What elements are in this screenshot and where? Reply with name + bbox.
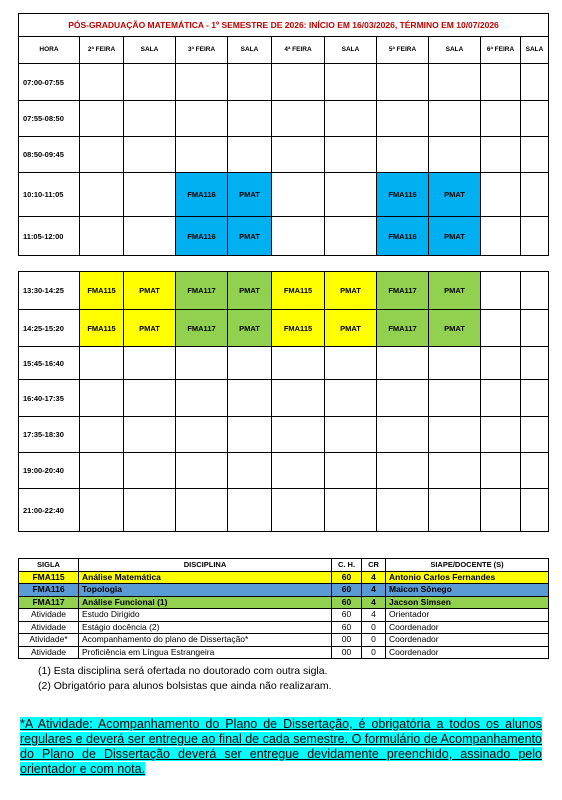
schedule-cell <box>124 380 176 417</box>
legend-row <box>19 584 549 597</box>
header-cell: SALA <box>228 37 272 64</box>
header-cell: 4ª FEIRA <box>272 37 325 64</box>
schedule-row <box>19 101 549 137</box>
schedule-row <box>19 64 549 101</box>
schedule-cell <box>377 417 429 453</box>
legend-sigla-cell: FMA116 <box>19 584 79 597</box>
header-cell: 5ª FEIRA <box>377 37 429 64</box>
legend-disciplina-cell: Estudo Dirigido <box>79 609 332 622</box>
time-slot-label: 15:45-16:40 <box>19 347 80 380</box>
schedule-cell <box>124 137 176 173</box>
time-slot-label: 19:00-20:40 <box>19 453 80 489</box>
schedule-cell <box>325 173 377 217</box>
legend-header-cell: CR <box>362 559 386 572</box>
schedule-cell: FMA117 <box>377 310 429 347</box>
legend-rows <box>19 571 549 659</box>
schedule-cell <box>481 64 521 101</box>
legend-disciplina-cell: Topologia <box>79 584 332 597</box>
legend-row <box>19 596 549 609</box>
schedule-cell <box>521 489 549 532</box>
schedule-cell <box>325 417 377 453</box>
schedule-cell <box>124 489 176 532</box>
schedule-cell <box>124 64 176 101</box>
legend-docente-cell: Jacson Simsen <box>386 596 549 609</box>
schedule-cell <box>521 101 549 137</box>
legend-sigla-cell: Atividade <box>19 621 79 634</box>
schedule-cell <box>124 417 176 453</box>
legend-header-cell: DISCIPLINA <box>79 559 332 572</box>
legend-cr-cell: 0 <box>362 646 386 659</box>
schedule-cell <box>325 347 377 380</box>
schedule-cell <box>521 417 549 453</box>
schedule-cell <box>521 310 549 347</box>
schedule-cell <box>429 347 481 380</box>
schedule-cell <box>176 64 228 101</box>
header-row <box>19 37 549 64</box>
schedule-cell <box>272 453 325 489</box>
schedule-cell <box>429 137 481 173</box>
legend-header-cell: SIAPE/DOCENTE (S) <box>386 559 549 572</box>
schedule-cell: FMA117 <box>176 272 228 310</box>
schedule-cell <box>521 217 549 256</box>
time-slot-label: 08:50-09:45 <box>19 137 80 173</box>
schedule-cell <box>272 217 325 256</box>
schedule-cell <box>80 453 124 489</box>
schedule-cell <box>272 380 325 417</box>
legend-docente-cell: Orientador <box>386 609 549 622</box>
schedule-cell <box>521 137 549 173</box>
atividade-note <box>20 717 542 777</box>
schedule-cell <box>325 453 377 489</box>
schedule-cell: PMAT <box>228 310 272 347</box>
schedule-cell <box>228 453 272 489</box>
atividade-note-text: *A Atividade: Acompanhamento do Plano de Dissertação, é obrigatória a todos os alunos regulares e deverá ser entregue ao final de cada semestre. O formulário de Acompanhamento do Plano de Dissertação deverá ser entregue devidamente preenchido, assinado pelo orientador e com nota. <box>20 717 542 776</box>
schedule-cell <box>481 380 521 417</box>
schedule-cell <box>80 217 124 256</box>
schedule-title: PÓS-GRADUAÇÃO MATEMÁTICA - 1º SEMESTRE DE 2026: INÍCIO EM 16/03/2026, TÉRMINO EM 10/07/2026 <box>19 14 549 37</box>
legend-table <box>18 558 549 659</box>
schedule-cell <box>377 347 429 380</box>
header-cell: SALA <box>124 37 176 64</box>
schedule-cell <box>176 347 228 380</box>
time-slot-label: 16:40-17:35 <box>19 380 80 417</box>
afternoon-rows <box>19 272 549 532</box>
schedule-cell <box>325 217 377 256</box>
header-cell: 3ª FEIRA <box>176 37 228 64</box>
schedule-cell <box>80 347 124 380</box>
schedule-cell: PMAT <box>429 310 481 347</box>
schedule-cell <box>325 380 377 417</box>
schedule-cell <box>481 137 521 173</box>
legend-docente-cell: Antonio Carlos Fernandes <box>386 571 549 584</box>
schedule-cell <box>80 417 124 453</box>
legend-sigla-cell: Atividade* <box>19 634 79 647</box>
schedule-cell <box>80 64 124 101</box>
schedule-table-morning <box>18 13 549 256</box>
schedule-cell: FMA117 <box>377 272 429 310</box>
schedule-cell <box>521 347 549 380</box>
schedule-cell: FMA115 <box>80 310 124 347</box>
legend-ch-cell: 60 <box>332 609 362 622</box>
schedule-cell <box>325 101 377 137</box>
schedule-cell <box>481 347 521 380</box>
schedule-row <box>19 347 549 380</box>
schedule-cell <box>429 380 481 417</box>
schedule-cell: PMAT <box>429 217 481 256</box>
schedule-cell <box>228 489 272 532</box>
header-cell: SALA <box>521 37 549 64</box>
schedule-cell: PMAT <box>228 173 272 217</box>
header-cell: SALA <box>429 37 481 64</box>
schedule-cell <box>272 489 325 532</box>
schedule-cell: PMAT <box>325 272 377 310</box>
legend-ch-cell: 60 <box>332 621 362 634</box>
schedule-cell <box>176 489 228 532</box>
schedule-cell <box>228 64 272 101</box>
schedule-cell <box>429 417 481 453</box>
schedule-cell <box>124 453 176 489</box>
schedule-cell <box>228 101 272 137</box>
legend-row <box>19 634 549 647</box>
schedule-cell <box>80 489 124 532</box>
schedule-cell <box>481 310 521 347</box>
legend-cr-cell: 4 <box>362 596 386 609</box>
legend-docente-cell: Maicon Sônego <box>386 584 549 597</box>
schedule-cell: FMA115 <box>272 310 325 347</box>
legend-cr-cell: 4 <box>362 584 386 597</box>
schedule-cell: FMA116 <box>176 217 228 256</box>
legend-ch-cell: 60 <box>332 571 362 584</box>
schedule-row <box>19 417 549 453</box>
schedule-cell <box>377 101 429 137</box>
schedule-cell <box>429 101 481 137</box>
schedule-cell <box>124 173 176 217</box>
schedule-cell: PMAT <box>124 310 176 347</box>
legend-cr-cell: 4 <box>362 609 386 622</box>
schedule-row <box>19 380 549 417</box>
time-slot-label: 14:25-15:20 <box>19 310 80 347</box>
schedule-cell <box>80 137 124 173</box>
legend-ch-cell: 00 <box>332 634 362 647</box>
schedule-cell <box>521 173 549 217</box>
time-slot-label: 07:00-07:55 <box>19 64 80 101</box>
schedule-cell <box>228 417 272 453</box>
legend-disciplina-cell: Acompanhamento do plano de Dissertação* <box>79 634 332 647</box>
schedule-cell <box>377 489 429 532</box>
legend-ch-cell: 60 <box>332 596 362 609</box>
morning-rows <box>19 64 549 256</box>
time-slot-label: 17:35-18:30 <box>19 417 80 453</box>
legend-sigla-cell: Atividade <box>19 609 79 622</box>
schedule-cell <box>481 101 521 137</box>
legend-ch-cell: 00 <box>332 646 362 659</box>
schedule-cell: FMA115 <box>272 272 325 310</box>
footnote-1: (1) Esta disciplina será ofertada no doutorado com outra sigla. <box>38 665 328 677</box>
header-cell: SALA <box>325 37 377 64</box>
legend-docente-cell: Coordenador <box>386 621 549 634</box>
schedule-row <box>19 217 549 256</box>
schedule-cell <box>124 101 176 137</box>
schedule-row <box>19 272 549 310</box>
schedule-cell <box>481 489 521 532</box>
header-cell: 6ª FEIRA <box>481 37 521 64</box>
schedule-cell <box>377 64 429 101</box>
legend-sigla-cell: Atividade <box>19 646 79 659</box>
legend-ch-cell: 60 <box>332 584 362 597</box>
legend-row <box>19 571 549 584</box>
schedule-cell: PMAT <box>228 272 272 310</box>
schedule-cell <box>176 417 228 453</box>
legend-header-cell: C. H. <box>332 559 362 572</box>
legend-header-row <box>19 559 549 572</box>
schedule-cell <box>272 417 325 453</box>
schedule-cell: PMAT <box>429 272 481 310</box>
schedule-cell <box>272 347 325 380</box>
schedule-cell <box>481 272 521 310</box>
time-slot-label: 11:05-12:00 <box>19 217 80 256</box>
schedule-cell <box>272 64 325 101</box>
time-slot-label: 21:00-22:40 <box>19 489 80 532</box>
schedule-cell: FMA116 <box>377 217 429 256</box>
time-slot-label: 13:30-14:25 <box>19 272 80 310</box>
schedule-row <box>19 453 549 489</box>
schedule-cell: PMAT <box>429 173 481 217</box>
legend-cr-cell: 0 <box>362 621 386 634</box>
legend-row <box>19 621 549 634</box>
schedule-cell <box>481 173 521 217</box>
time-slot-label: 10:10-11:05 <box>19 173 80 217</box>
legend-docente-cell: Coordenador <box>386 646 549 659</box>
schedule-cell <box>377 137 429 173</box>
legend-header-cell: SIGLA <box>19 559 79 572</box>
legend-cr-cell: 0 <box>362 634 386 647</box>
schedule-cell: FMA115 <box>80 272 124 310</box>
schedule-cell: PMAT <box>228 217 272 256</box>
schedule-cell <box>521 64 549 101</box>
schedule-cell: PMAT <box>124 272 176 310</box>
legend-sigla-cell: FMA117 <box>19 596 79 609</box>
schedule-cell: FMA116 <box>176 173 228 217</box>
schedule-cell <box>481 417 521 453</box>
schedule-cell <box>80 380 124 417</box>
legend-disciplina-cell: Estágio docência (2) <box>79 621 332 634</box>
footnotes <box>38 664 332 694</box>
schedule-cell: FMA116 <box>377 173 429 217</box>
legend-row <box>19 609 549 622</box>
schedule-cell <box>377 380 429 417</box>
schedule-row <box>19 310 549 347</box>
schedule-cell <box>272 137 325 173</box>
schedule-cell <box>325 489 377 532</box>
schedule-row <box>19 173 549 217</box>
schedule-cell <box>228 380 272 417</box>
legend-docente-cell: Coordenador <box>386 634 549 647</box>
schedule-cell <box>272 101 325 137</box>
schedule-cell <box>521 453 549 489</box>
schedule-cell <box>80 173 124 217</box>
schedule-cell <box>124 347 176 380</box>
header-cell: 2ª FEIRA <box>80 37 124 64</box>
legend-disciplina-cell: Análise Matemática <box>79 571 332 584</box>
schedule-cell <box>377 453 429 489</box>
schedule-cell <box>272 173 325 217</box>
schedule-cell <box>481 453 521 489</box>
legend-sigla-cell: FMA115 <box>19 571 79 584</box>
schedule-cell <box>176 380 228 417</box>
schedule-table-afternoon <box>18 271 549 532</box>
schedule-cell <box>429 489 481 532</box>
schedule-cell <box>521 380 549 417</box>
schedule-cell <box>429 64 481 101</box>
schedule-cell <box>124 217 176 256</box>
schedule-cell <box>325 64 377 101</box>
schedule-cell: FMA117 <box>176 310 228 347</box>
schedule-cell <box>429 453 481 489</box>
schedule-row <box>19 489 549 532</box>
schedule-cell <box>80 101 124 137</box>
schedule-cell <box>228 347 272 380</box>
legend-cr-cell: 4 <box>362 571 386 584</box>
legend-row <box>19 646 549 659</box>
schedule-row <box>19 137 549 173</box>
legend-disciplina-cell: Análise Funcional (1) <box>79 596 332 609</box>
legend-disciplina-cell: Proficiência em Língua Estrangeira <box>79 646 332 659</box>
schedule-cell <box>325 137 377 173</box>
schedule-cell <box>176 137 228 173</box>
schedule-cell <box>176 101 228 137</box>
time-slot-label: 07:55-08:50 <box>19 101 80 137</box>
schedule-cell <box>481 217 521 256</box>
footnote-2: (2) Obrigatório para alunos bolsistas que ainda não realizaram. <box>38 680 332 692</box>
schedule-cell <box>176 453 228 489</box>
schedule-cell <box>228 137 272 173</box>
schedule-cell <box>521 272 549 310</box>
header-cell: HORA <box>19 37 80 64</box>
schedule-cell: PMAT <box>325 310 377 347</box>
